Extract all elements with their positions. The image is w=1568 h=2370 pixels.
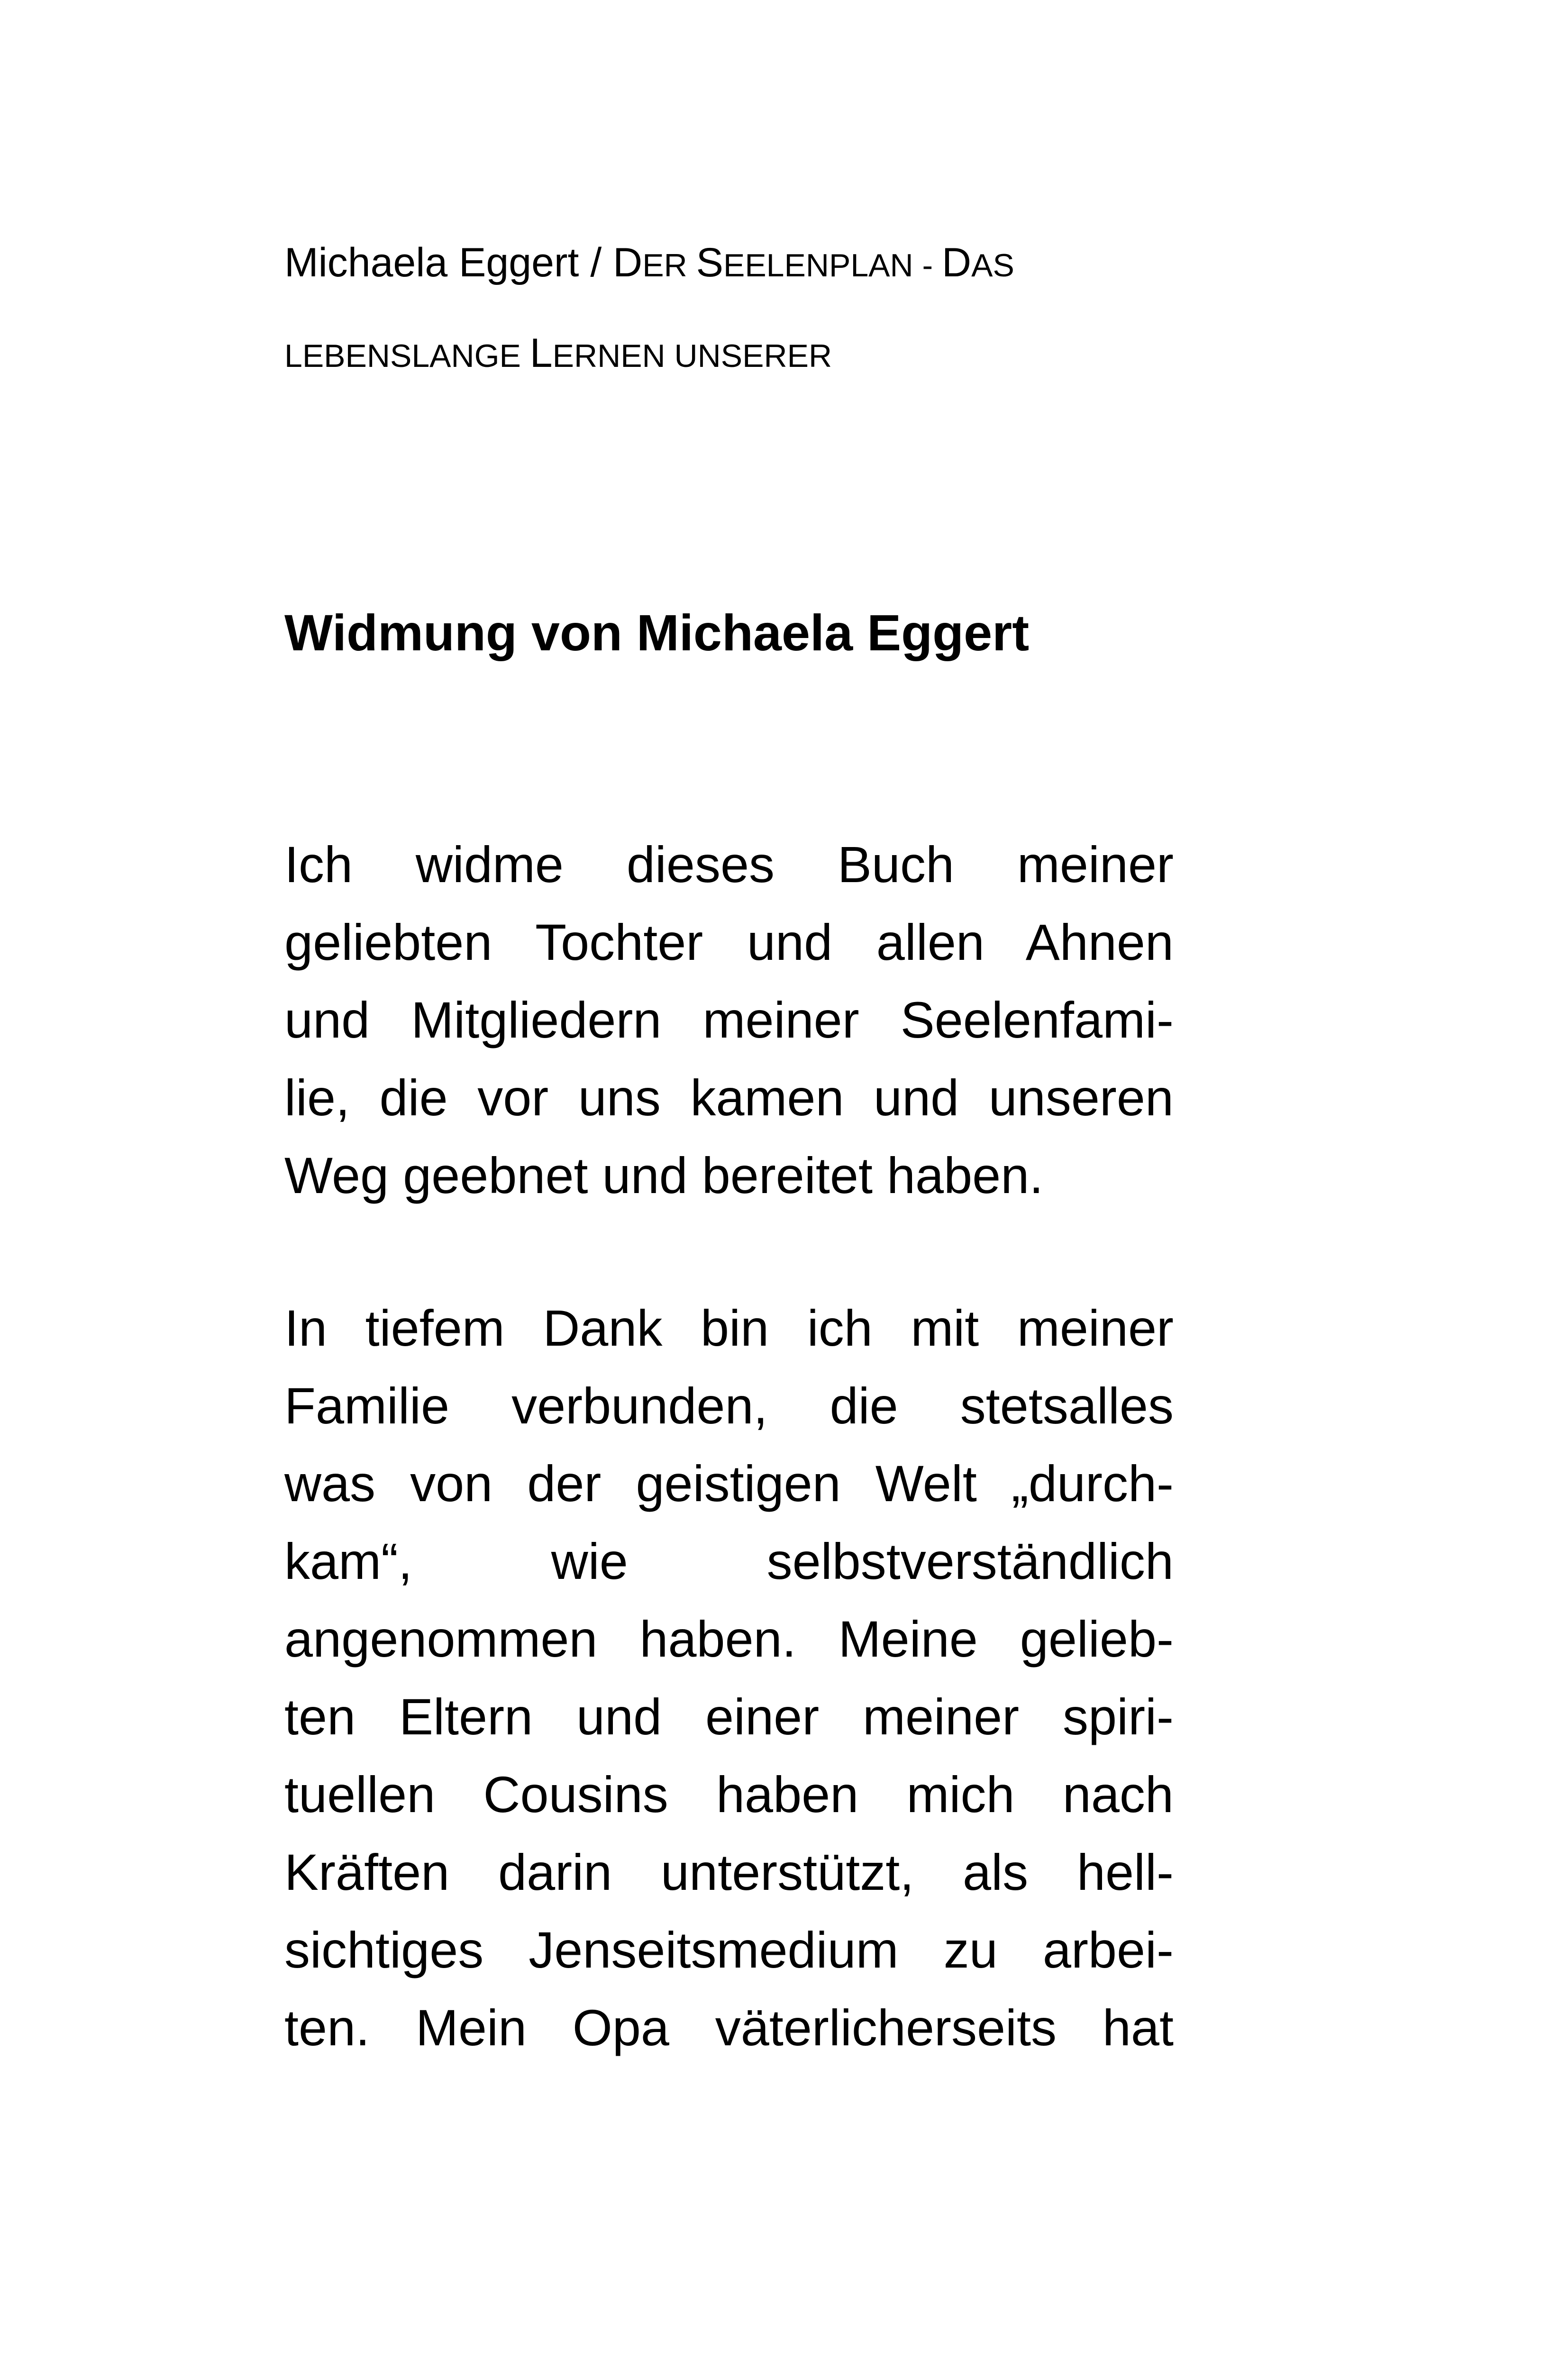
paragraph: [284, 826, 1174, 1214]
running-head-line-2: [284, 310, 1185, 400]
running-head-title-part: SEELENPLAN -: [696, 240, 942, 285]
text-line: angenommen haben. Meine gelieb-: [284, 1610, 1174, 1668]
text-line: und Mitgliedern meiner Seelenfami-: [284, 991, 1174, 1048]
text-line: Familie verbunden, die stetsalles: [284, 1377, 1174, 1434]
text-line: was von der geistigen Welt „durch-: [284, 1455, 1174, 1512]
text-line: Ich widme dieses Buch meiner: [284, 836, 1174, 893]
text-line: Weg geebnet und bereitet haben.: [284, 1147, 1044, 1204]
running-head-line-1: [284, 219, 1185, 310]
text-line: kam“, wie selbstverständlich: [284, 1532, 1174, 1590]
text-line: tuellen Cousins haben mich nach: [284, 1766, 1174, 1823]
running-head-title-part: LEBENSLANGE: [284, 338, 530, 374]
text-line: lie, die vor uns kamen und unseren: [284, 1069, 1174, 1126]
running-head: [284, 219, 1185, 400]
text-line: ten. Mein Opa väterlicherseits hat: [284, 1999, 1174, 2056]
text-line: sichtiges Jenseitsmedium zu arbei-: [284, 1921, 1174, 1978]
paragraph: [284, 1289, 1174, 2067]
text-line: In tiefem Dank bin ich mit meiner: [284, 1299, 1174, 1357]
text-line: ten Eltern und einer meiner spiri-: [284, 1688, 1174, 1745]
text-line: geliebten Tochter und allen Ahnen: [284, 913, 1174, 971]
text-line: Kräften darin unterstützt, als hell-: [284, 1843, 1174, 1901]
section-heading: Widmung von Michaela Eggert: [284, 604, 1030, 661]
running-head-title-part: LERNEN UNSERER: [529, 330, 832, 376]
running-head-title-part: DAS: [942, 240, 1014, 285]
running-head-author: Michaela Eggert /: [284, 240, 613, 285]
running-head-title-part: DER: [613, 240, 696, 285]
